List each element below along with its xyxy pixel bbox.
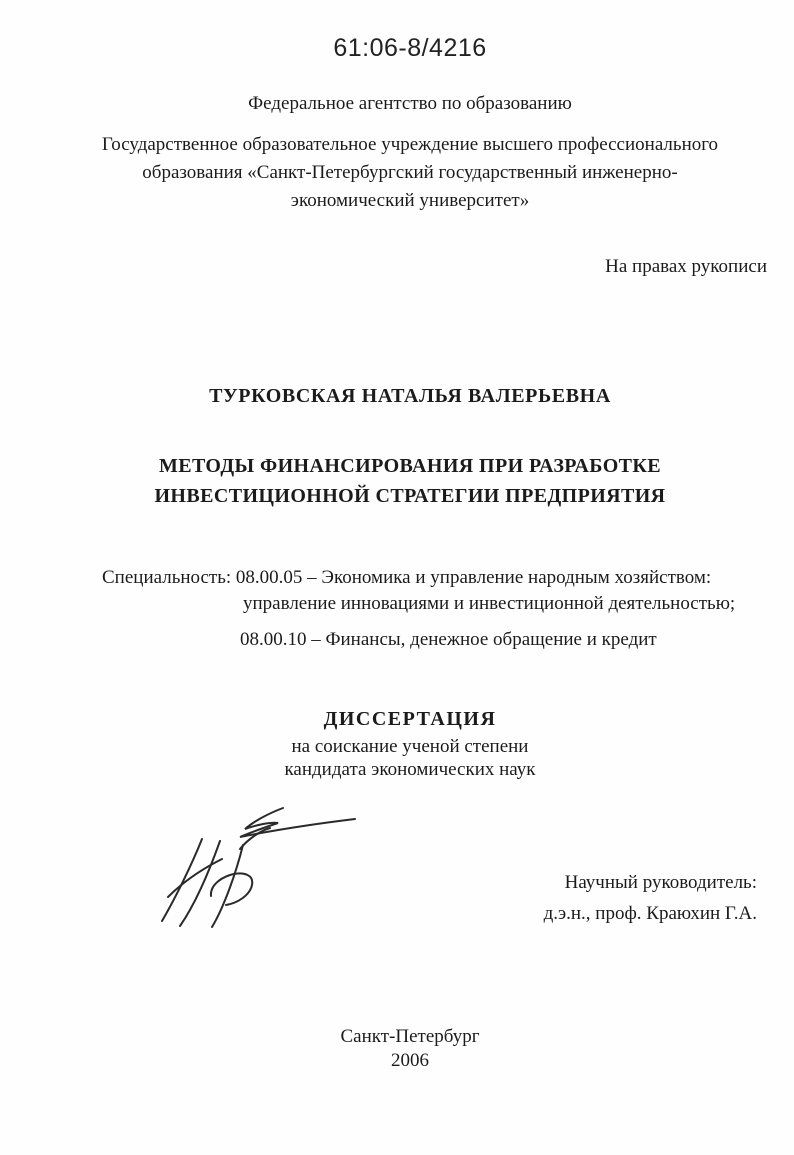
degree-line-2: кандидата экономических наук: [284, 759, 536, 780]
catalog-number: 61:06-8/4216: [333, 34, 487, 62]
manuscript-rights-note: На правах рукописи: [605, 256, 767, 277]
institution-line-3: экономический университет»: [290, 190, 530, 211]
advisor-label: Научный руководитель:: [564, 872, 757, 893]
institution-block: [0, 131, 794, 215]
specialty-line-1: Специальность: 08.00.05 – Экономика и управление народным хозяйством:: [102, 567, 712, 588]
title-line-1: МЕТОДЫ ФИНАНСИРОВАНИЯ ПРИ РАЗРАБОТКЕ: [158, 455, 662, 477]
specialty-line-2: управление инновациями и инвестиционной деятельностью;: [243, 593, 736, 614]
degree-line-1: на соискание ученой степени: [291, 736, 529, 757]
degree-block: [0, 735, 794, 781]
institution-line-2: образования «Санкт-Петербургский государственный инженерно-: [142, 162, 678, 183]
institution-line-1: Государственное образовательное учреждение высшего профессионального: [101, 134, 719, 155]
dissertation-heading: ДИССЕРТАЦИЯ: [323, 708, 497, 730]
specialty-line-3: 08.00.10 – Финансы, денежное обращение и кредит: [240, 629, 657, 650]
advisor-name: д.э.н., проф. Краюхин Г.А.: [543, 903, 757, 924]
year: 2006: [391, 1050, 429, 1071]
signature-icon: [150, 798, 365, 932]
dissertation-title: [0, 451, 794, 511]
author-name: ТУРКОВСКАЯ НАТАЛЬЯ ВАЛЕРЬЕВНА: [209, 385, 611, 407]
title-line-2: ИНВЕСТИЦИОННОЙ СТРАТЕГИИ ПРЕДПРИЯТИЯ: [154, 485, 666, 507]
agency-name: Федеральное агентство по образованию: [248, 93, 572, 114]
city: Санкт-Петербург: [340, 1026, 480, 1047]
